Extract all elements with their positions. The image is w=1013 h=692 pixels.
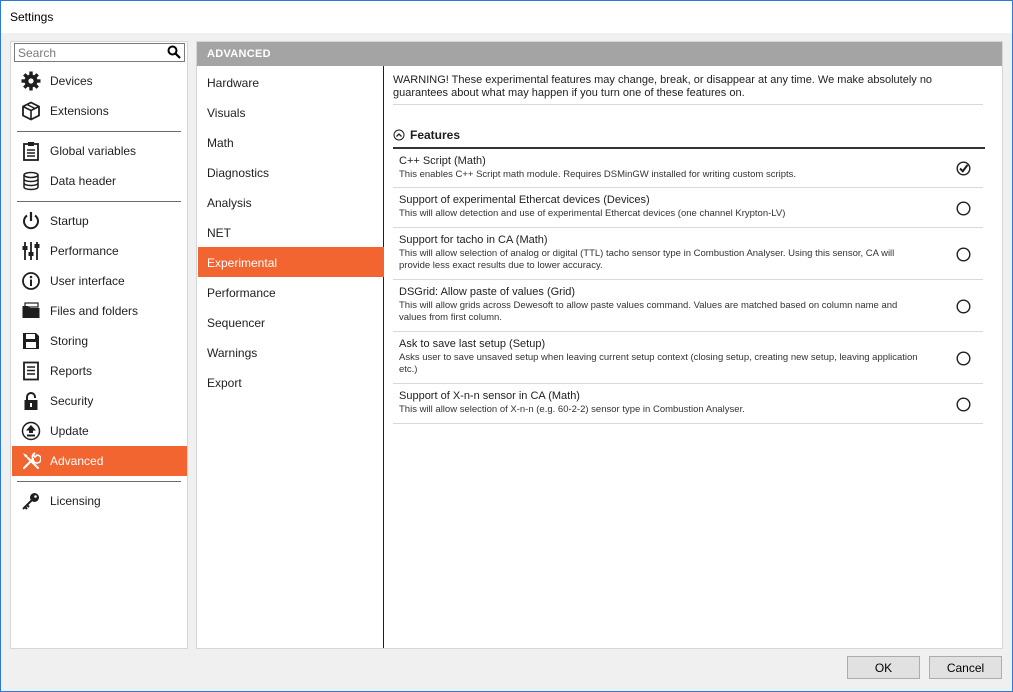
feature-row: [393, 280, 983, 332]
gear-icon: [21, 71, 41, 91]
nav-item-security[interactable]: [12, 386, 187, 416]
warning-text: WARNING! These experimental features may change, break, or disappear at any time. We make absolutely no guarantees about what may happen if you turn one of these features on.: [393, 74, 933, 99]
lock-icon: [21, 391, 41, 411]
feature-title: Support of experimental Ethercat devices (Devices): [399, 194, 650, 206]
nav-label: User interface: [50, 274, 125, 288]
sub-item-experimental[interactable]: Experimental: [198, 247, 384, 277]
nav-label: Reports: [50, 364, 93, 378]
feature-row: [393, 384, 983, 424]
nav-label: Devices: [50, 74, 93, 88]
feature-description: This will allow selection of analog or digital (TTL) tacho sensor type in Combustion Analyser. Using this sensor, CA will provide less exact results due to lower accuracy.: [399, 248, 895, 271]
nav-label: Storing: [50, 334, 89, 348]
feature-title: Support for tacho in CA (Math): [399, 234, 548, 246]
feature-unchecked-icon[interactable]: [956, 397, 971, 412]
ok-button[interactable]: OK: [847, 656, 920, 679]
features-section-toggle[interactable]: [393, 128, 460, 142]
window-title: Settings: [1, 1, 1012, 33]
folder-icon: [21, 301, 41, 321]
feature-title: C++ Script (Math): [399, 155, 486, 167]
info-icon: [21, 271, 41, 291]
collapse-icon: [393, 129, 405, 141]
feature-row: [393, 228, 983, 280]
nav-label: Extensions: [50, 104, 109, 118]
upload-icon: [21, 421, 41, 441]
nav-label: Performance: [50, 244, 119, 258]
database-icon: [21, 171, 41, 191]
feature-unchecked-icon[interactable]: [956, 201, 971, 216]
search-box: [14, 43, 185, 62]
feature-row: [393, 188, 983, 228]
report-icon: [21, 361, 41, 381]
experimental-content: [393, 66, 993, 648]
feature-unchecked-icon[interactable]: [956, 247, 971, 262]
feature-title: DSGrid: Allow paste of values (Grid): [399, 286, 576, 298]
nav-label: Security: [50, 394, 94, 408]
nav-separator: [17, 481, 181, 482]
clipboard-icon: [21, 141, 41, 161]
nav-item-startup[interactable]: [12, 206, 187, 236]
nav-item-advanced[interactable]: [12, 446, 187, 476]
features-label: Features: [410, 128, 461, 142]
nav-item-performance[interactable]: [12, 236, 187, 266]
settings-pane: [196, 41, 1003, 649]
floppy-icon: [21, 331, 41, 351]
feature-row: [393, 332, 983, 384]
key-icon: [21, 491, 41, 511]
search-icon[interactable]: [167, 45, 181, 59]
power-icon: [21, 211, 41, 231]
nav-item-extensions[interactable]: [12, 96, 187, 126]
feature-unchecked-icon[interactable]: [956, 299, 971, 314]
nav-item-global-variables[interactable]: [12, 136, 187, 166]
nav-label: Licensing: [50, 494, 101, 508]
sub-item-analysis[interactable]: Analysis: [207, 196, 252, 210]
divider: [393, 104, 983, 105]
feature-title: Ask to save last setup (Setup): [399, 338, 546, 350]
nav-label: Data header: [50, 174, 117, 188]
feature-title: Support of X-n-n sensor in CA (Math): [399, 390, 580, 402]
sub-item-performance[interactable]: Performance: [207, 286, 276, 300]
sub-item-diagnostics[interactable]: Diagnostics: [207, 166, 270, 180]
feature-description: This will allow detection and use of experimental Ethercat devices (one channel Krypton-LV): [399, 208, 786, 219]
nav-item-storing[interactable]: [12, 326, 187, 356]
feature-row: [393, 149, 983, 188]
sub-item-net[interactable]: NET: [207, 226, 231, 240]
feature-description: Asks user to save unsaved setup when leaving current setup context (closing setup, creating new setup, leaving application etc.): [399, 352, 918, 375]
nav-separator: [17, 201, 181, 202]
search-input[interactable]: [15, 44, 165, 61]
nav-label: Files and folders: [50, 304, 139, 318]
feature-description: This will allow grids across Dewesoft to allow paste values command. Values are matched based on column name and values from first column.: [399, 300, 898, 323]
sub-item-visuals[interactable]: Visuals: [207, 106, 246, 120]
sliders-icon: [21, 241, 41, 261]
sub-item-sequencer[interactable]: Sequencer: [207, 316, 266, 330]
nav-label: Global variables: [50, 144, 137, 158]
nav-item-data-header[interactable]: [12, 166, 187, 196]
left-navigation: [10, 41, 188, 649]
nav-separator: [17, 131, 181, 132]
sub-item-math[interactable]: Math: [207, 136, 234, 150]
sub-item-warnings[interactable]: Warnings: [207, 346, 258, 360]
nav-item-user-interface[interactable]: [12, 266, 187, 296]
feature-checked-icon[interactable]: [956, 161, 971, 176]
nav-item-files-and-folders[interactable]: [12, 296, 187, 326]
nav-item-devices[interactable]: [12, 66, 187, 96]
nav-item-update[interactable]: [12, 416, 187, 446]
feature-description: This will allow selection of X-n-n (e.g. 60-2-2) sensor type in Combustion Analyser.: [399, 404, 745, 415]
nav-item-reports[interactable]: [12, 356, 187, 386]
tools-icon: [21, 451, 41, 471]
sub-item-export[interactable]: Export: [207, 376, 242, 390]
nav-item-licensing[interactable]: [12, 486, 187, 516]
nav-label: Startup: [50, 214, 89, 228]
sub-navigation: [197, 66, 384, 648]
pane-title: ADVANCED: [197, 42, 1002, 66]
feature-unchecked-icon[interactable]: [956, 351, 971, 366]
feature-description: This enables C++ Script math module. Requires DSMinGW installed for writing custom scripts.: [399, 169, 797, 180]
nav-label: Advanced: [50, 454, 104, 468]
cancel-button[interactable]: Cancel: [929, 656, 1002, 679]
sub-item-hardware[interactable]: Hardware: [207, 76, 260, 90]
main-area: [10, 41, 1003, 649]
cube-icon: [21, 101, 41, 121]
nav-label: Update: [50, 424, 89, 438]
